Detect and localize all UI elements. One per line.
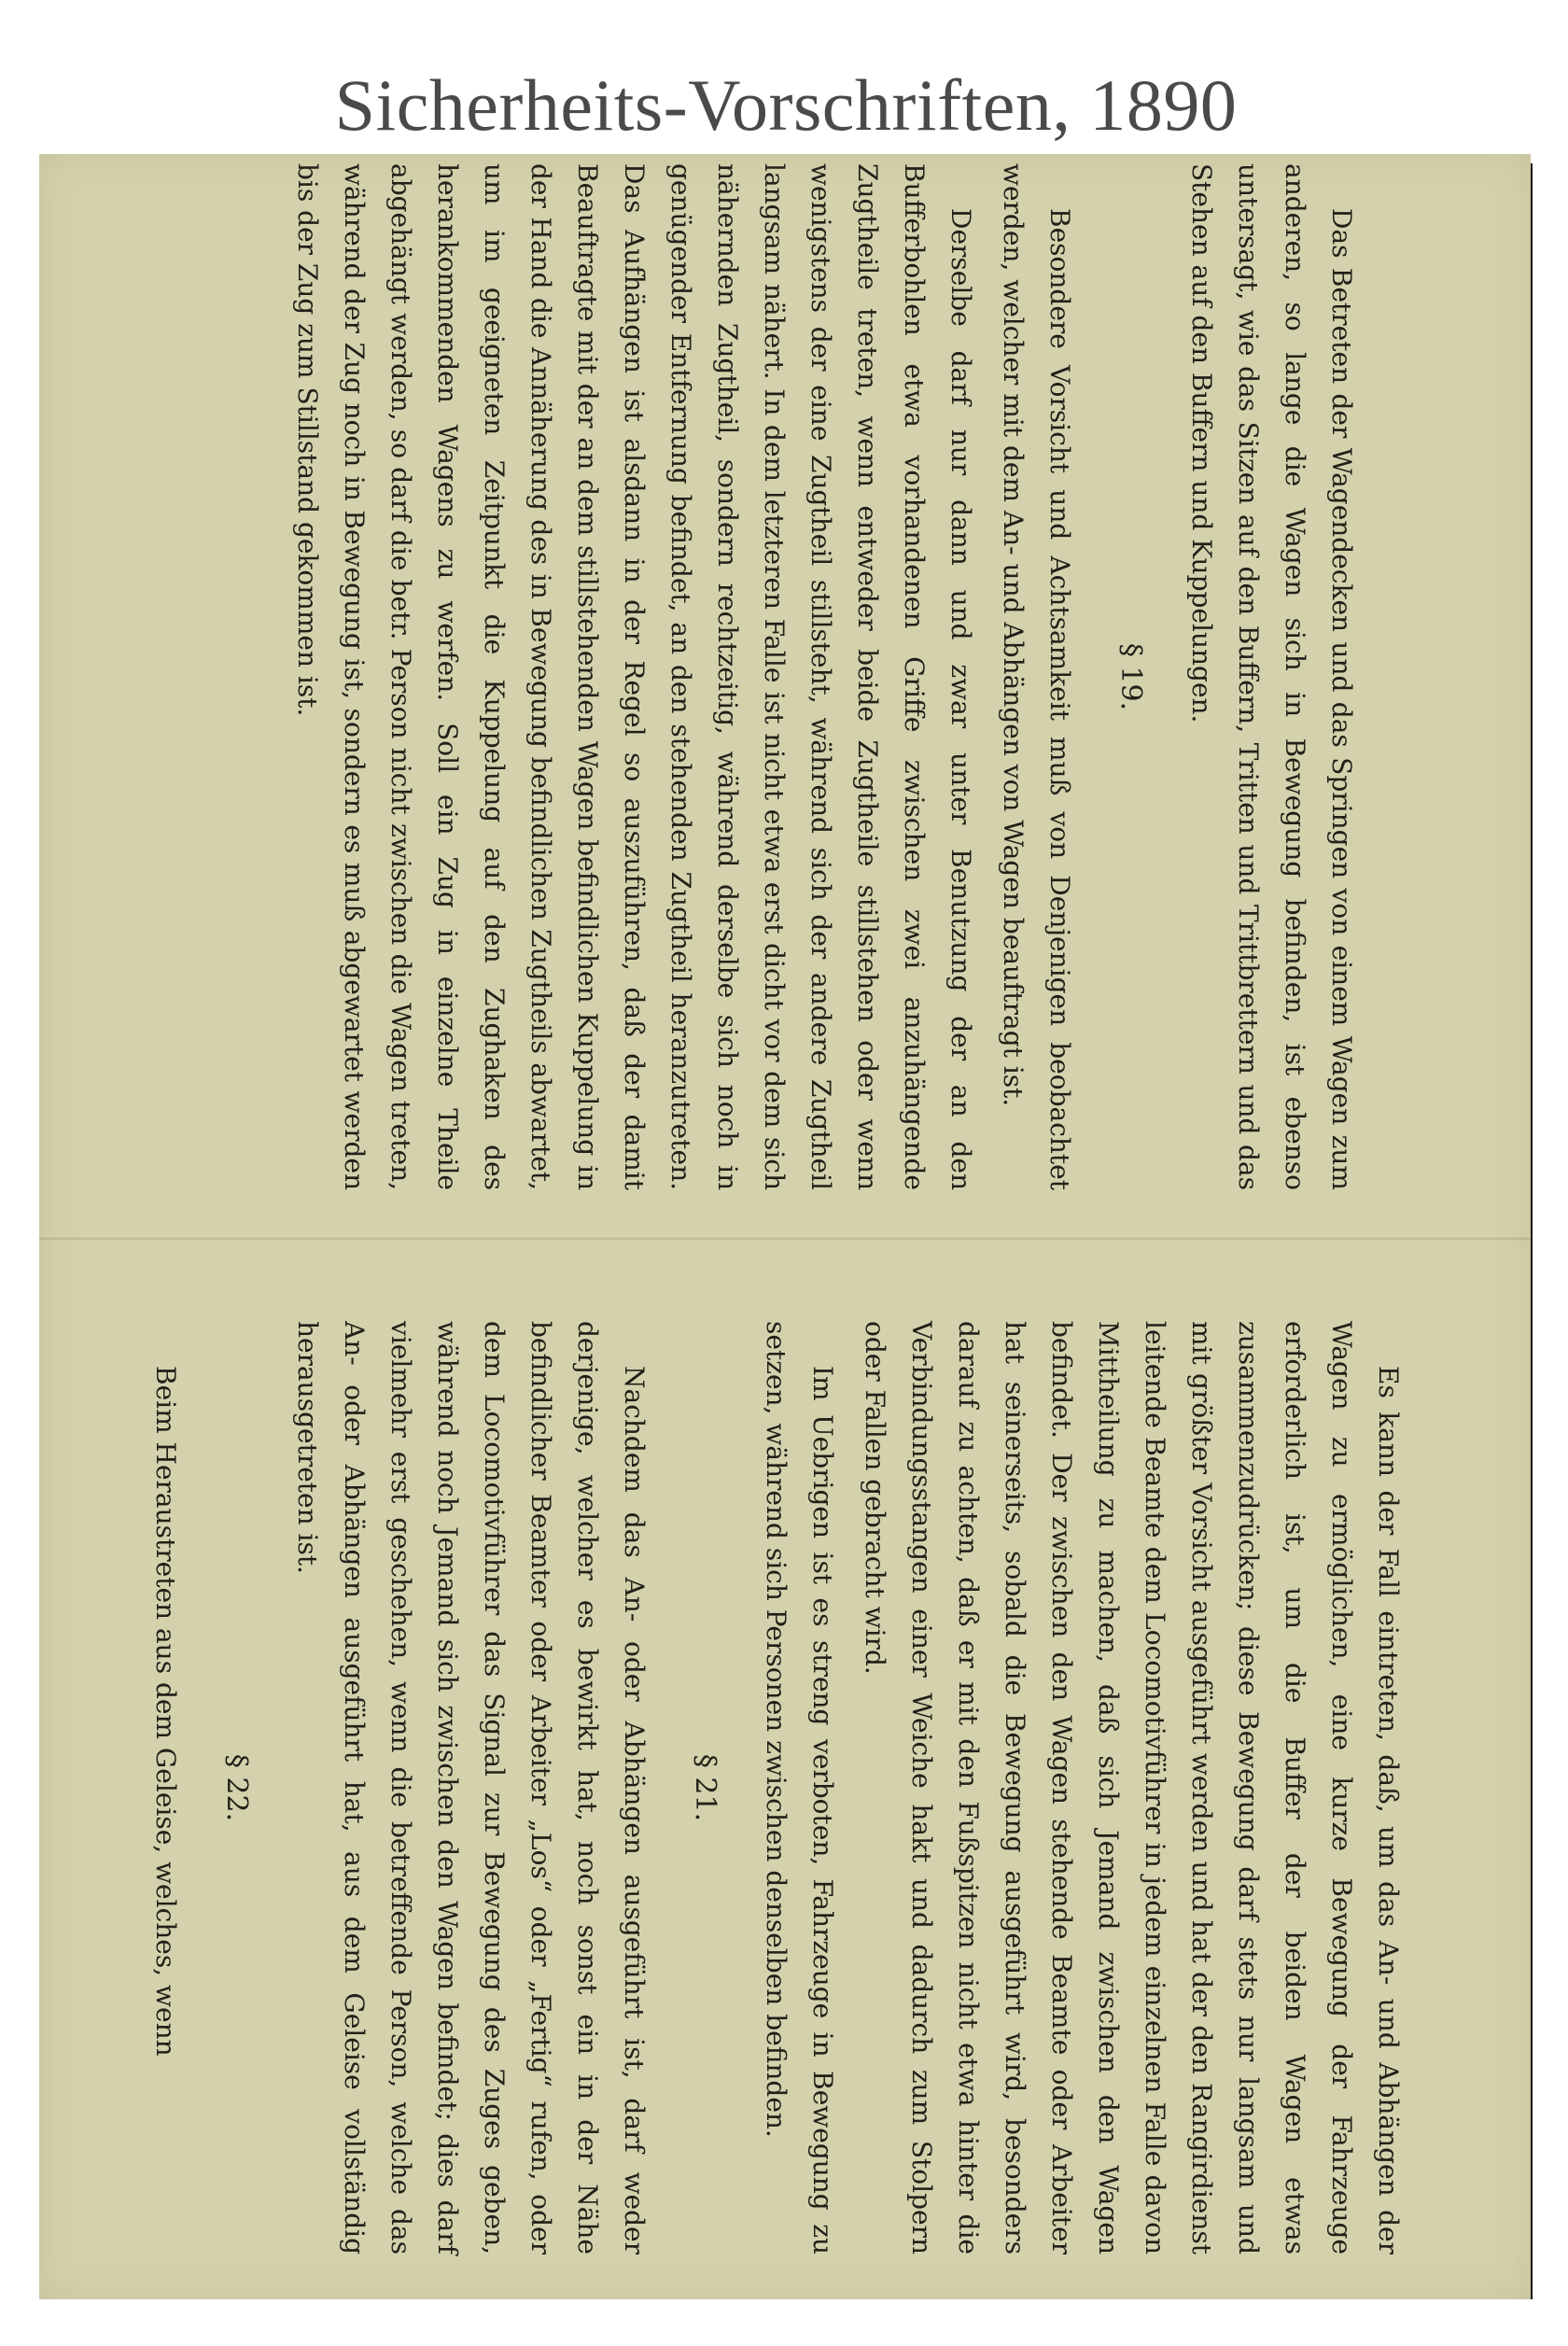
paragraph-21: Nachdem das An- oder Abhängen ausgeführt ist, darf weder derjenige, welcher es bewirkt hat, noch sonst ein in der Nähe befindlicher Beamter oder Arbeiter „Los“ oder „Fertig“ rufen, oder dem Locomotivführer das Signal zur Bewegung des Zuges geben, während noch Jemand sich zwischen den Wagen befindet; dies darf vielmehr erst geschehen, wenn die betreffende Person, welche das An- oder Abhängen ausgeführt hat, aus dem Geleise vollständig herausgetreten ist. [292,1321,650,2255]
paragraph-20-continued: Es kann der Fall eintreten, daß, um das An- und Abhängen der Wagen zu ermöglichen, eine kurze Bewegung der Fahrzeuge erforderlich ist, um die Buffer der beiden Wagen etwas zusammenzudrücken; diese Bewegung darf stets nur langsam und mit größter Vorsicht ausgeführt werden und hat der den Rangirdienst leitende Beamte dem Locomotivführer in jedem einzelnen Falle davon Mittheilung zu machen, daß sich Jemand zwischen den Wagen befindet. Der zwischen den Wagen stehende Beamte oder Arbeiter hat seinerseits, sobald die Bewegung ausgeführt wird, besonders darauf zu achten, daß er mit den Fußspitzen nicht etwa hinter die Verbindungsstangen einer Weiche hakt und dadurch zum Stolpern oder Fallen gebracht wird. [860,1321,1404,2255]
section-heading-21: § 21. [689,1753,721,1822]
paragraph-22: Beim Heraustreten aus dem Geleise, welches, wenn [150,1366,181,2057]
paragraph-20-2: Im Uebrigen ist es streng verboten, Fahrzeuge in Bewegung zu setzen, während sich Personen zwischen denselben befinden. [761,1321,838,2255]
section-heading-22: § 22. [220,1753,253,1822]
fold-line [39,1237,1531,1241]
paragraph-intro: Das Betreten der Wagendecken und das Springen von einem Wagen zum anderen, so lange die Wagen sich in Bewegung befinden, ist ebenso untersagt, wie das Sitzen auf den Buffern, Tritten und Trittbrettern und das Stehen auf den Buffern und Kuppelungen. [1186,163,1357,1190]
paragraph-19-2: Derselbe darf nur dann und zwar unter Benutzung der an den Bufferbohlen etwa vorhandenen Griffe zwischen zwei anzuhängende Zugtheile treten, wenn entweder beide Zugtheile stillstehen oder wenn wenigstens der eine Zugtheil stillsteht, während sich der andere Zugtheil langsam nähert. In dem letzteren Falle ist nicht etwa erst dicht vor dem sich nähernden Zugtheil, sondern rechtzeitig, während derselbe sich noch in genügender Entfernung befindet, an den stehenden Zugtheil heranzutreten. Das Aufhängen ist alsdann in der Regel so auszuführen, daß der damit Beauftragte mit der an dem stillstehenden Wagen befindlichen Kuppelung in der Hand die Annäherung des in Bewegung befindlichen Zugtheils abwartet, um im geeigneten Zeitpunkt die Kuppelung auf den Zughaken des herankommenden Wagens zu werfen. Soll ein Zug in einzelne Theile abgehängt werden, so darf die betr. Person nicht zwischen die Wagen treten, während der Zug noch in Bewegung ist, sondern es muß abgewartet werden bis der Zug zum Stillstand gekommen ist. [292,163,976,1190]
page-title: Sicherheits-Vorschriften, 1890 [334,63,1238,146]
top-half-text [151,163,1365,1190]
bottom-half-text [105,1321,1411,2255]
section-heading-19: § 19. [1114,642,1147,711]
paragraph-19-1: Besondere Vorsicht und Achtsamkeit muß von Denjenigen beobachtet werden, welcher mit dem An- und Abhängen von Wagen beauftragt ist. [998,163,1075,1190]
